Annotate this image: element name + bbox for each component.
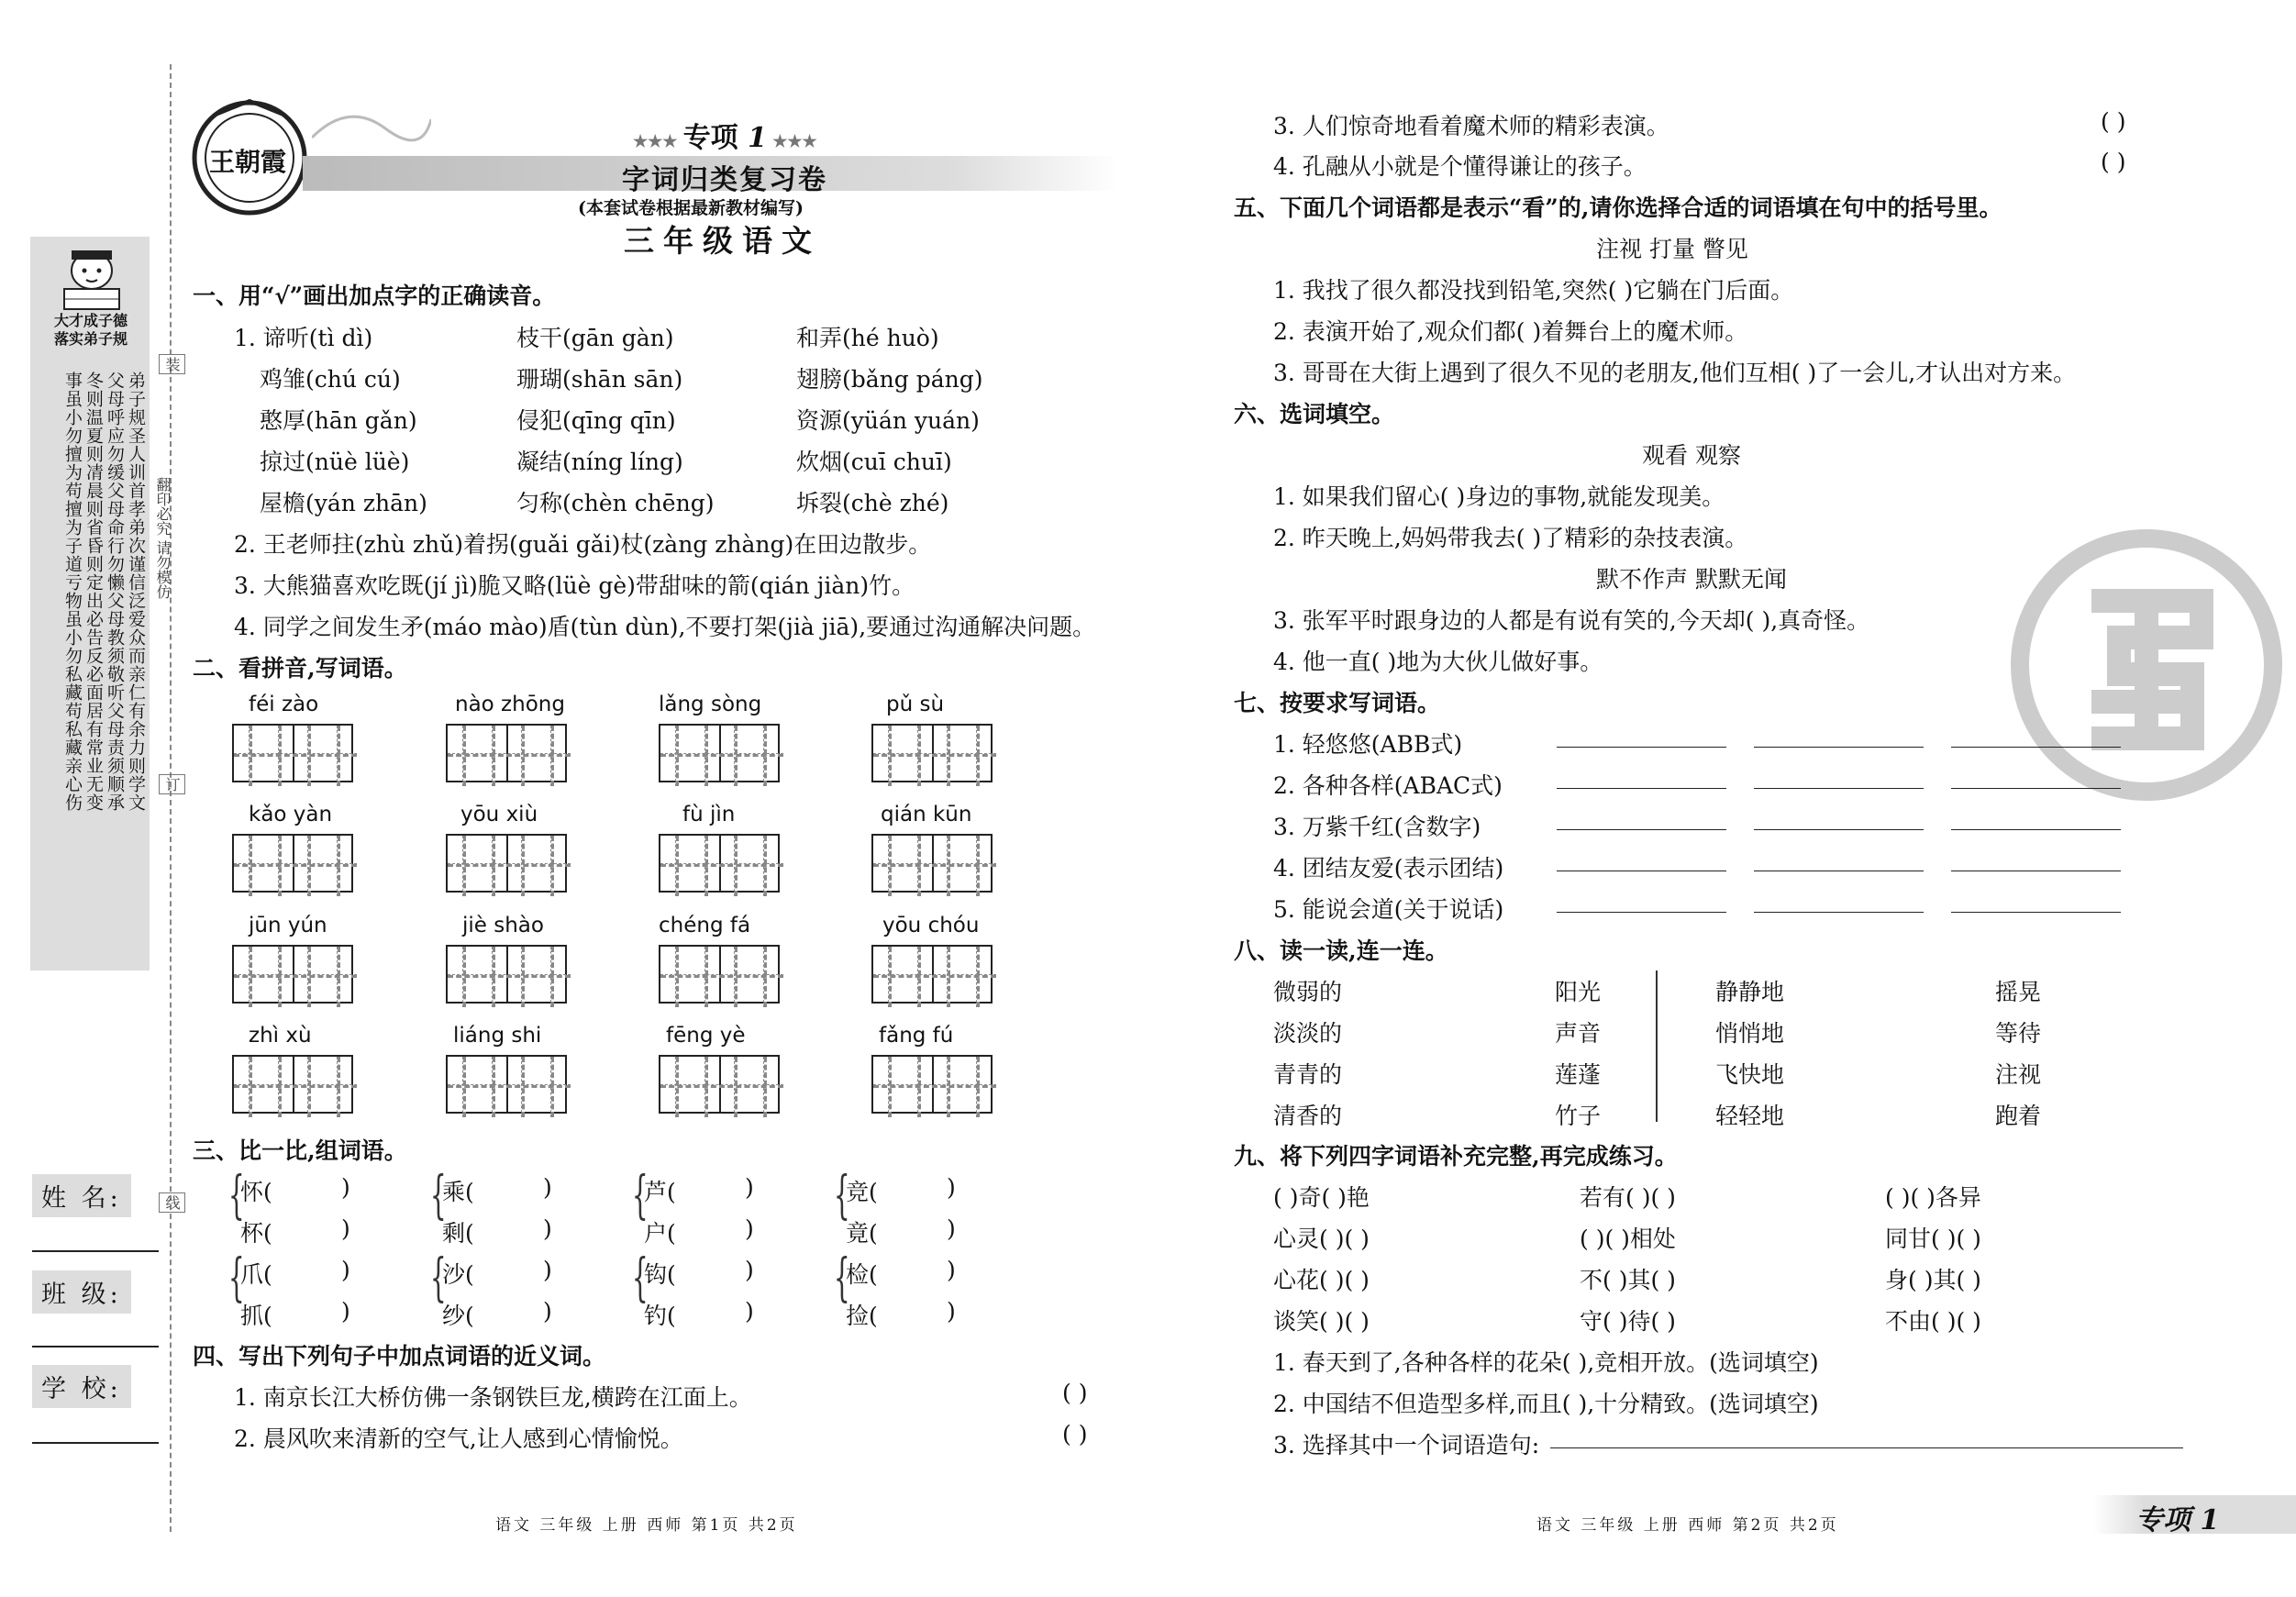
q4-item: 3. 人们惊奇地看着魔术师的精彩表演。: [1273, 113, 1669, 139]
footer-right: 语文 三年级 上册 西师 第2页 共2页: [1536, 1516, 1839, 1535]
brace-mark: {: [631, 1166, 649, 1225]
compare-char: 钓(: [644, 1303, 676, 1329]
match-word[interactable]: 清香的: [1273, 1103, 1343, 1129]
q1-item[interactable]: 侵犯(qīng qīn): [516, 407, 676, 434]
q7-answer-line[interactable]: [1951, 912, 2121, 913]
compare-char: 怀(: [240, 1179, 272, 1205]
compare-answer-paren[interactable]: ): [745, 1298, 754, 1325]
q5-heading: 五、下面几个词语都是表示“看”的,请你选择合适的词语填在句中的括号里。: [1234, 194, 2002, 221]
match-word[interactable]: 轻轻地: [1715, 1103, 1785, 1129]
q6-item[interactable]: 2. 昨天晚上,妈妈带我去( )了精彩的杂技表演。: [1273, 525, 1748, 551]
footer-left: 语文 三年级 上册 西师 第1页 共2页: [495, 1516, 798, 1535]
motto-line-1: 大才成子德: [53, 312, 128, 329]
grid-guide: [448, 863, 571, 867]
brace-mark: {: [631, 1248, 649, 1308]
q1-item[interactable]: 和弄(hé huò): [796, 325, 939, 351]
tianzige-box[interactable]: [446, 724, 567, 782]
poem-column: 冬则温夏则凊晨则省昏则定出必告反必面居有常业无变: [83, 372, 104, 812]
q4-heading: 四、写出下列句子中加点词语的近义词。: [193, 1343, 606, 1370]
compare-char: 芦(: [644, 1179, 676, 1205]
idiom-fill[interactable]: ( )( )各异: [1885, 1184, 1981, 1211]
q3-heading: 三、比一比,组词语。: [193, 1137, 407, 1164]
q5-item[interactable]: 3. 哥哥在大街上遇到了很久不见的老朋友,他们互相( )了一会儿,才认出对方来。: [1273, 360, 2077, 386]
sidebar-motto: [37, 312, 145, 349]
q9-sentence-line[interactable]: [1550, 1447, 2183, 1448]
subject-title: 三年级语文: [624, 223, 821, 259]
q1-item[interactable]: 枝干(gān gàn): [516, 325, 674, 351]
q5-word-bank: 注视 打量 瞥见: [1596, 236, 1748, 262]
fold-label-xian: 线: [159, 1192, 185, 1213]
q1-item[interactable]: 1. 谛听(tì dì): [234, 325, 373, 351]
series-label: 专项: [682, 122, 738, 154]
q1-item[interactable]: 坼裂(chè zhé): [796, 490, 949, 516]
pinyin-label: yōu chóu: [882, 914, 980, 937]
pinyin-label: fù jìn: [682, 803, 736, 826]
q4-item: 1. 南京长江大桥仿佛一条钢铁巨龙,横跨在江面上。: [234, 1384, 752, 1411]
pinyin-label: nào zhōng: [455, 693, 565, 716]
name-label: 姓 名:: [32, 1174, 131, 1217]
q6-word-bank-1: 观看 观察: [1642, 442, 1741, 469]
q7-answer-line[interactable]: [1754, 788, 1924, 789]
compare-char: 捡(: [846, 1303, 878, 1329]
q1-item[interactable]: 屋檐(yán zhān): [260, 490, 427, 516]
idiom-fill[interactable]: 身( )其( ): [1885, 1267, 1981, 1293]
pinyin-label: jiè shào: [462, 914, 544, 937]
motto-line-2: 落实弟子规: [53, 330, 128, 348]
q1-item[interactable]: 憨厚(hān gǎn): [260, 407, 417, 434]
compare-answer-paren[interactable]: ): [543, 1257, 552, 1283]
q1-item[interactable]: 炊烟(cuī chuī): [796, 449, 952, 475]
tianzige-box[interactable]: [871, 1055, 993, 1114]
grid-guide: [234, 863, 357, 867]
tianzige-box[interactable]: [232, 945, 353, 1004]
tianzige-box[interactable]: [446, 834, 567, 893]
grid-guide: [448, 974, 571, 978]
compare-char: 检(: [846, 1261, 878, 1288]
series-number: 1: [748, 122, 768, 154]
compare-answer-paren[interactable]: ): [745, 1257, 754, 1283]
match-word[interactable]: 飞快地: [1715, 1061, 1785, 1088]
compare-answer-paren[interactable]: ): [947, 1174, 956, 1201]
compare-answer-paren[interactable]: ): [543, 1174, 552, 1201]
match-word[interactable]: 淡淡的: [1273, 1020, 1343, 1047]
q9-item[interactable]: 2. 中国结不但造型多样,而且( ),十分精致。(选词填空): [1273, 1391, 1819, 1417]
q7-answer-line[interactable]: [1951, 829, 2121, 830]
compare-char: 爪(: [240, 1261, 272, 1288]
pinyin-label: liáng shi: [453, 1024, 542, 1048]
pinyin-label: lǎng sòng: [659, 693, 762, 716]
q7-heading: 七、按要求写词语。: [1234, 690, 1441, 716]
compare-answer-paren[interactable]: ): [745, 1174, 754, 1201]
q1-item[interactable]: 鸡雏(chú cú): [260, 366, 401, 393]
school-field[interactable]: [32, 1442, 159, 1444]
compare-char: 钩(: [644, 1261, 676, 1288]
q7-item: 2. 各种各样(ABAC式): [1273, 772, 1503, 799]
q4-answer-paren[interactable]: ( ): [2101, 149, 2126, 175]
brace-mark: {: [833, 1166, 850, 1225]
q4-item: 2. 晨风吹来清新的空气,让人感到心情愉悦。: [234, 1425, 683, 1452]
q1-sentence[interactable]: 4. 同学之间发生矛(máo mào)盾(tùn dùn),不要打架(jià jiā),要通过沟通解决问题。: [234, 614, 1096, 640]
grid-guide: [660, 753, 783, 757]
compare-char: 竞(: [846, 1179, 878, 1205]
grid-guide: [873, 863, 996, 867]
tianzige-box[interactable]: [871, 724, 993, 782]
pinyin-label: féi zào: [249, 693, 319, 716]
compare-char: 竟(: [846, 1220, 878, 1247]
grid-guide: [873, 974, 996, 978]
match-word[interactable]: 跑着: [1995, 1103, 2042, 1129]
q7-answer-line[interactable]: [1557, 912, 1726, 913]
q7-item: 1. 轻悠悠(ABB式): [1273, 731, 1463, 758]
q1-item[interactable]: 凝结(níng líng): [516, 449, 683, 475]
q7-answer-line[interactable]: [1754, 912, 1924, 913]
match-word[interactable]: 声音: [1555, 1020, 1602, 1047]
match-word[interactable]: 等待: [1995, 1020, 2042, 1047]
idiom-fill[interactable]: 不( )其( ): [1580, 1267, 1676, 1293]
match-word[interactable]: 竹子: [1555, 1103, 1602, 1129]
title-note: (本套试卷根据最新教材编写): [578, 198, 804, 218]
q5-item[interactable]: 1. 我找了很久都没找到铅笔,突然( )它躺在门后面。: [1273, 277, 1794, 304]
school-label: 学 校:: [32, 1365, 131, 1408]
q7-answer-line[interactable]: [1557, 747, 1726, 748]
pinyin-label: fēng yè: [666, 1024, 746, 1048]
idiom-fill[interactable]: 若有( )( ): [1580, 1184, 1676, 1211]
compare-answer-paren[interactable]: ): [341, 1257, 350, 1283]
q1-item[interactable]: 翅膀(bǎng páng): [796, 366, 983, 393]
pinyin-label: jūn yún: [249, 914, 327, 937]
compare-char: 乘(: [442, 1179, 474, 1205]
compare-answer-paren[interactable]: ): [341, 1298, 350, 1325]
match-word[interactable]: 静静地: [1715, 979, 1785, 1005]
q8-heading: 八、读一读,连一连。: [1234, 937, 1448, 964]
tianzige-box[interactable]: [659, 1055, 780, 1114]
match-word[interactable]: 注视: [1995, 1061, 2042, 1088]
compare-char: 沙(: [442, 1261, 474, 1288]
poem-column: 事虽小勿擅为苟擅为子道亏物虽小勿私藏苟私藏亲心伤: [62, 372, 83, 812]
idiom-fill[interactable]: 心灵( )( ): [1273, 1225, 1370, 1252]
series-title: [633, 115, 817, 155]
grid-guide: [660, 1084, 783, 1088]
q4-item: 4. 孔融从小就是个懂得谦让的孩子。: [1273, 153, 1647, 180]
match-word[interactable]: 摇晃: [1995, 979, 2042, 1005]
grid-guide: [448, 753, 571, 757]
pinyin-label: kǎo yàn: [249, 803, 333, 826]
tianzige-box[interactable]: [871, 945, 993, 1004]
q7-answer-line[interactable]: [1754, 747, 1924, 748]
brace-mark: {: [227, 1166, 245, 1225]
class-field[interactable]: [32, 1346, 159, 1347]
grid-guide: [234, 753, 357, 757]
q8-divider: [1656, 970, 1658, 1122]
q7-answer-line[interactable]: [1754, 829, 1924, 830]
star-deco: ★★★: [767, 132, 817, 151]
q1-item[interactable]: 掠过(nüè lüè): [260, 449, 410, 475]
q5-item[interactable]: 2. 表演开始了,观众们都( )着舞台上的魔术师。: [1273, 318, 1748, 345]
compare-char: 抓(: [240, 1303, 272, 1329]
grid-guide: [448, 1084, 571, 1088]
q1-sentence[interactable]: 3. 大熊猫喜欢吃既(jí jì)脆又略(lüè gè)带甜味的箭(qián jiàn)竹。: [234, 572, 915, 599]
q7-item: 3. 万紫千红(含数字): [1273, 814, 1481, 840]
grid-guide: [873, 1084, 996, 1088]
q7-answer-line[interactable]: [1557, 829, 1726, 830]
q1-item[interactable]: 匀称(chèn chēng): [516, 490, 715, 516]
grid-guide: [234, 974, 357, 978]
q2-heading: 二、看拼音,写词语。: [193, 655, 407, 682]
tianzige-box[interactable]: [232, 834, 353, 893]
brace-mark: {: [833, 1248, 850, 1308]
brace-mark: {: [429, 1248, 447, 1308]
brace-mark: {: [227, 1248, 245, 1308]
tianzige-box[interactable]: [232, 724, 353, 782]
star-deco: ★★★: [633, 132, 683, 151]
grid-guide: [660, 863, 783, 867]
ribbon-decoration-icon: [312, 101, 431, 156]
brace-mark: {: [429, 1166, 447, 1225]
q4-answer-paren[interactable]: ( ): [1062, 1380, 1088, 1406]
q7-answer-line[interactable]: [1951, 788, 2121, 789]
q4-answer-paren[interactable]: ( ): [2101, 108, 2126, 135]
scholar-boy-icon: [46, 243, 138, 312]
q7-answer-line[interactable]: [1557, 788, 1726, 789]
pinyin-label: yōu xiù: [460, 803, 538, 826]
match-word[interactable]: 莲蓬: [1555, 1061, 1602, 1088]
q9-heading: 九、将下列四字词语补充完整,再完成练习。: [1234, 1143, 1678, 1170]
compare-char: 剩(: [442, 1220, 474, 1247]
q6-item[interactable]: 3. 张军平时跟身边的人都是有说有笑的,今天却( ),真奇怪。: [1273, 607, 1870, 634]
idiom-fill[interactable]: 心花( )( ): [1273, 1267, 1370, 1293]
compare-char: 户(: [644, 1220, 676, 1247]
tianzige-box[interactable]: [871, 834, 993, 893]
grid-guide: [660, 974, 783, 978]
watermark-seal-icon: [2009, 527, 2284, 803]
match-word[interactable]: 悄悄地: [1715, 1020, 1785, 1047]
tianzige-box[interactable]: [232, 1055, 353, 1114]
compare-answer-paren[interactable]: ): [947, 1257, 956, 1283]
tianzige-box[interactable]: [659, 724, 780, 782]
q6-item[interactable]: 4. 他一直( )地为大伙儿做好事。: [1273, 649, 1603, 675]
sidebar-poem: [37, 372, 145, 812]
fold-label-zhuang: 装: [159, 354, 185, 374]
q7-answer-line[interactable]: [1951, 747, 2121, 748]
compare-answer-paren[interactable]: ): [341, 1174, 350, 1201]
q7-item: 5. 能说会道(关于说话): [1273, 896, 1504, 923]
pinyin-label: zhì xù: [249, 1024, 312, 1048]
compare-char: 杯(: [240, 1220, 272, 1247]
pinyin-label: pǔ sù: [886, 693, 945, 716]
idiom-fill[interactable]: 同甘( )( ): [1885, 1225, 1981, 1252]
poem-column: 父母呼应勿缓父母命行勿懒父母教须敬听父母责须顺承: [105, 372, 125, 812]
logo-text: 王朝霞: [209, 147, 287, 177]
match-word[interactable]: 微弱的: [1273, 979, 1343, 1005]
vertical-note: 翻印必究 请勿模仿: [154, 477, 172, 600]
q6-word-bank-2: 默不作声 默默无闻: [1596, 566, 1787, 593]
class-label: 班 级:: [32, 1270, 131, 1314]
idiom-fill[interactable]: ( )奇( )艳: [1273, 1184, 1370, 1211]
pinyin-label: qián kūn: [881, 803, 972, 826]
grid-guide: [234, 1084, 357, 1088]
poem-column: 弟子规圣人训首孝弟次谨信泛爱众而亲仁有余力则学文: [126, 372, 146, 812]
q9-item: 3. 选择其中一个词语造句:: [1273, 1432, 1540, 1458]
compare-answer-paren[interactable]: ): [745, 1215, 754, 1242]
pinyin-label: fǎng fú: [879, 1024, 954, 1048]
idiom-fill[interactable]: 不由( )( ): [1885, 1308, 1981, 1335]
idiom-fill[interactable]: 谈笑( )( ): [1273, 1308, 1370, 1335]
q1-item[interactable]: 珊瑚(shān sān): [516, 366, 683, 393]
idiom-fill[interactable]: ( )( )相处: [1580, 1225, 1676, 1252]
q4-answer-paren[interactable]: ( ): [1062, 1421, 1088, 1447]
match-word[interactable]: 青青的: [1273, 1061, 1343, 1088]
q7-item: 4. 团结友爱(表示团结): [1273, 855, 1504, 882]
tianzige-box[interactable]: [446, 1055, 567, 1114]
binding-dashed-line: [170, 64, 172, 1532]
tianzige-box[interactable]: [659, 945, 780, 1004]
compare-char: 纱(: [442, 1303, 474, 1329]
q1-sentence[interactable]: 2. 王老师拄(zhù zhǔ)着拐(guǎi gǎi)杖(zàng zhàng)在田边散步。: [234, 531, 932, 558]
fold-label-ding: 订: [159, 774, 185, 794]
q1-heading: 一、用“√”画出加点字的正确读音。: [193, 283, 556, 309]
pinyin-label: chéng fá: [659, 914, 751, 937]
match-word[interactable]: 阳光: [1555, 979, 1602, 1005]
compare-answer-paren[interactable]: ): [543, 1215, 552, 1242]
compare-answer-paren[interactable]: ): [341, 1215, 350, 1242]
q6-item[interactable]: 1. 如果我们留心( )身边的事物,就能发现美。: [1273, 483, 1725, 510]
tianzige-box[interactable]: [659, 834, 780, 893]
tianzige-box[interactable]: [446, 945, 567, 1004]
q1-item[interactable]: 资源(yüán yuán): [796, 407, 980, 434]
compare-answer-paren[interactable]: ): [947, 1215, 956, 1242]
grid-guide: [873, 753, 996, 757]
compare-answer-paren[interactable]: ): [543, 1298, 552, 1325]
footer-badge: 专项 1: [2135, 1504, 2220, 1536]
compare-answer-paren[interactable]: ): [947, 1298, 956, 1325]
page-title: 字词归类复习卷: [622, 164, 827, 196]
q6-heading: 六、选词填空。: [1234, 401, 1395, 427]
name-field[interactable]: [32, 1250, 159, 1252]
idiom-fill[interactable]: 守( )待( ): [1580, 1308, 1676, 1335]
q9-item[interactable]: 1. 春天到了,各种各样的花朵( ),竞相开放。(选词填空): [1273, 1349, 1819, 1376]
